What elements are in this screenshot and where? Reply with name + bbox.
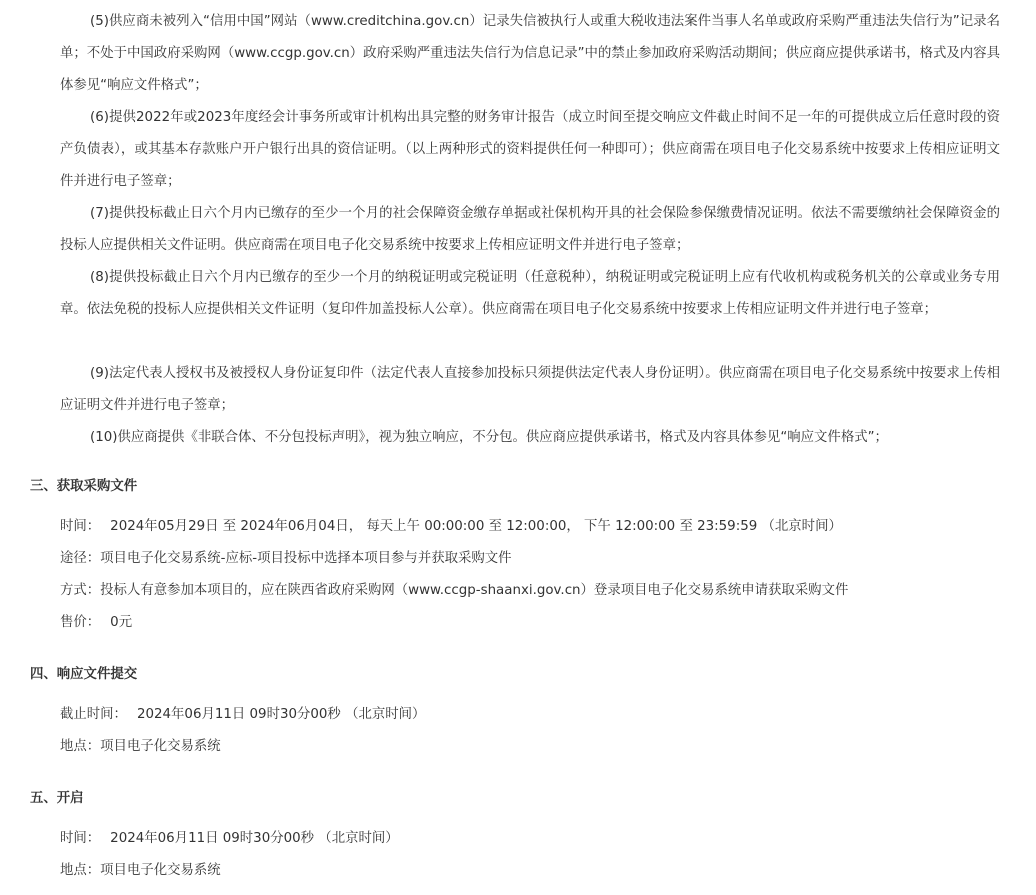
obtain-route-value: 项目电子化交易系统-应标-项目投标中选择本项目参与并获取采购文件: [100, 551, 512, 566]
submission-deadline-value: 2024年06月11日 09时30分00秒 （北京时间）: [136, 707, 426, 722]
obtain-method-label: 方式：: [60, 583, 101, 598]
requirement-item-9: (9)法定代表人授权书及被授权人身份证复印件（法定代表人直接参加投标只须提供法定代表人身份证明）。供应商需在项目电子化交易系统中按要求上传相应证明文件并进行电子签章；: [60, 366, 1000, 413]
section-heading-opening: 五、开启: [30, 791, 84, 806]
obtain-method-value: 投标人有意参加本项目的，应在陕西省政府采购网（www.ccgp-shaanxi.gov.cn）登录项目电子化交易系统申请获取采购文件: [100, 583, 849, 598]
section-heading-obtain-documents: 三、获取采购文件: [30, 479, 138, 494]
obtain-route-label: 途径：: [60, 551, 101, 566]
requirement-item-10: (10)供应商提供《非联合体、不分包投标声明》，视为独立响应，不分包。供应商应提供承诺书，格式及内容具体参见“响应文件格式”；: [90, 430, 888, 445]
obtain-price-label: 售价：: [60, 615, 101, 630]
requirement-item-6: (6)提供2022年或2023年度经会计事务所或审计机构出具完整的财务审计报告（成立时间至提交响应文件截止时间不足一年的可提供成立后任意时段的资产负债表），或其基本存款账户开户银行出具的资信证明。（以上两种形式的资料提供任何一种即可）；供应商需在项目电子化交易系统中按要求上传相应证明文件并进行电子签章；: [60, 110, 1000, 189]
requirement-item-8: (8)提供投标截止日六个月内已缴存的至少一个月的纳税证明或完税证明（任意税种），纳税证明或完税证明上应有代收机构或税务机关的公章或业务专用章。依法免税的投标人应提供相关文件证明（复印件加盖投标人公章）。供应商需在项目电子化交易系统中按要求上传相应证明文件并进行电子签章；: [60, 270, 1000, 317]
opening-time-value: 2024年06月11日 09时30分00秒 （北京时间）: [110, 831, 399, 846]
obtain-time-label: 时间：: [60, 519, 101, 534]
obtain-time-row: [60, 515, 842, 539]
submission-deadline-row: [60, 703, 425, 727]
requirement-item-7: (7)提供投标截止日六个月内已缴存的至少一个月的社会保障资金缴存单据或社保机构开具的社会保险参保缴费情况证明。依法不需要缴纳社会保障资金的投标人应提供相关文件证明。供应商需在项目电子化交易系统中按要求上传相应证明文件并进行电子签章；: [60, 206, 1000, 253]
opening-place-label: 地点：: [60, 863, 101, 878]
opening-time-label: 时间：: [60, 831, 101, 846]
submission-place-label: 地点：: [60, 739, 101, 754]
submission-place-value: 项目电子化交易系统: [100, 739, 221, 754]
opening-place-row: [60, 859, 221, 883]
requirement-item-5: (5)供应商未被列入“信用中国”网站（www.creditchina.gov.cn）记录失信被执行人或重大税收违法案件当事人名单或政府采购严重违法失信行为”记录名单；不处于中国政府采购网（www.ccgp.gov.cn）政府采购严重违法失信行为信息记录”中的禁止参加政府采购活动期间；供应商应提供承诺书，格式及内容具体参见“响应文件格式”；: [60, 14, 1000, 93]
obtain-route-row: [60, 547, 512, 571]
opening-time-row: [60, 827, 399, 851]
submission-place-row: [60, 735, 221, 759]
section-heading-submission: 四、响应文件提交: [30, 667, 138, 682]
submission-deadline-label: 截止时间：: [60, 707, 127, 722]
opening-place-value: 项目电子化交易系统: [100, 863, 221, 878]
obtain-price-value: 0元: [110, 615, 133, 630]
obtain-price-row: [60, 611, 132, 635]
obtain-method-row: [60, 579, 848, 603]
obtain-time-value: 2024年05月29日 至 2024年06月04日， 每天上午 00:00:00 至 12:00:00， 下午 12:00:00 至 23:59:59 （北京时间）: [110, 519, 842, 534]
